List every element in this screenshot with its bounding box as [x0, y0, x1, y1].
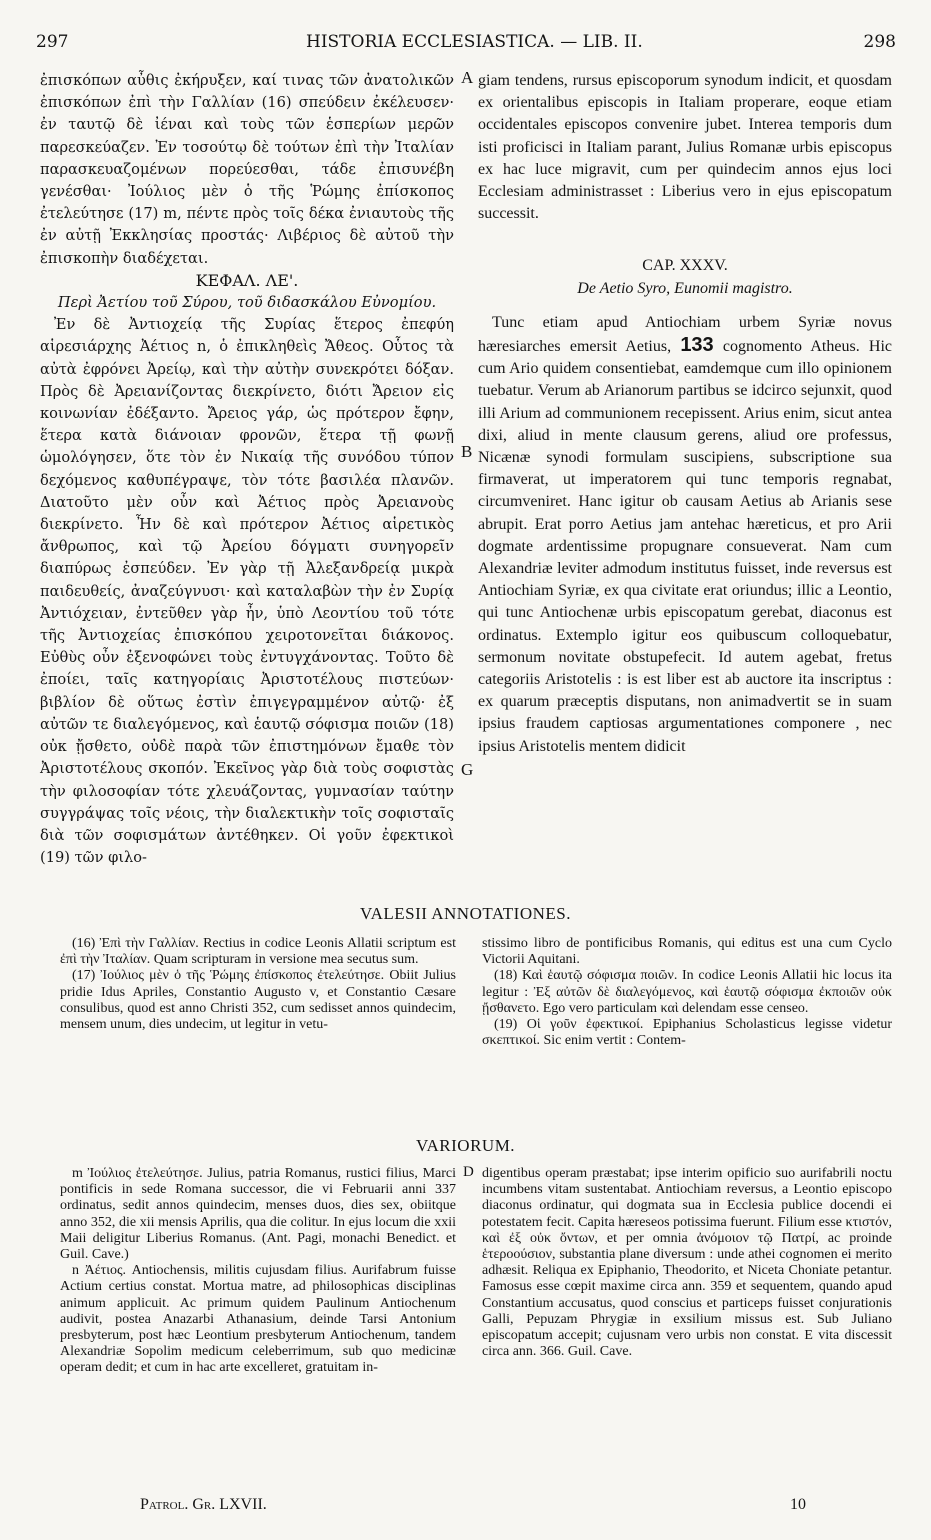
latin-paragraph-1: giam tendens, rursus episcoporum synodum indicit, et quosdam ex orientalibus episcopis in Italiam properare, eoque etiam occidentales episcopos convenire jubet. Interea temporis dum isti proficisci in Italiam parant, Julius Romanæ urbis episcopus ex hac luce migravit, cum per quindecim annos ejus loci Ecclesiam administrasset : Liberius vero in ejus episcopatum successit.: [478, 72, 892, 223]
variorum-note-n-continued: digentibus operam præstabat; ipse interim opificio suo aurifabrili noctu incumbens vitam sustentabat. Antiochiam reversus, a Leontio episcopo diaconus ordinatur, qui dogmata sua in Ecclesia publice docendi ei potestatem fecit. Capita hæreseos potissima fuerunt. Filium esse κτιστόν, καὶ ἐξ οὐκ ὄντων, et per omnia ἀνόμοιον τῷ Πατρί, ac proinde ἑτεροούσιον, substantia plane diversum : unde athei cognomen ei merito adhæsit. Reliqua ex Epiphanio, Theodorito, et Niceta Choniate petantur. Famosus esse cœpit maxime circa ann. 359 et sequentem, quando apud Constantium accusatus, quod conscius et particeps fuisset conjurationis Galli, Pepuzam Phrygiæ in exsilium missus est. Sub Juliano episcopatum accepit; cujusnam vero urbis non constat. E vita discessit circa ann. 366. Guil. Cave.: [482, 1166, 892, 1360]
margin-marker-g: G: [461, 760, 474, 779]
greek-chapter-heading: ΚΕΦΑΛ. ΛΕ'.: [195, 270, 299, 290]
margin-marker-d: D: [463, 1164, 474, 1180]
valesii-note-17-continued: stissimo libro de pontificibus Romanis, qui editus est una cum Cyclo Victorii Aquitani.: [482, 936, 892, 968]
footer-volume: Patrol. Gr. LXVII.: [140, 1496, 267, 1513]
valesii-note-17: (17) Ἰούλιος μὲν ὁ τῆς Ῥώμης ἐπίσκοπος ἐτελεύτησε. Obiit Julius pridie Idus Apriles, Constantio Augusto v, et Constantio Cæsare consulibus, quod est anno Christi 352, cum sedisset annos quindecim, mensem unum, dies undecim, ut legitur in vetu-: [60, 968, 456, 1033]
latin-paragraph-2: [478, 312, 892, 758]
latin-column: [478, 70, 892, 758]
valesii-note-18: (18) Καὶ ἑαυτῷ σόφισμα ποιῶν. In codice Leonis Allatii hic locus ita legitur : Ἐξ αὐτῶν δὲ διαλεγόμενος, καὶ ἑαυτῷ σόφισμα ἐκποιῶν οὐκ ᾔσθανετο. Ego vero particulam καὶ delendam esse censeo.: [482, 968, 892, 1016]
margin-marker-a: A: [461, 68, 474, 87]
right-page-number: 298: [863, 32, 896, 52]
running-title: HISTORIA ECCLESIASTICA. — LIB. II.: [306, 32, 643, 52]
variorum-note-n: n Ἀέτιος. Antiochensis, militis cujusdam filius. Aurifabrum fuisse Actium certius constat. Mortua matre, ad philosophicas disciplinas animum applicuit. Ac primum quidem Paulinum Antiochenum audivit, postea Anazarbi Athanasium, deinde Tarsi Antonium presbyterum, post hæc Leontium presbyterum Antiochenum, tandem Alexandriæ Sopolim medicum celeberrimum, sub quo medicinæ operam dedit; et cum in hac arte excelleret, gratuitam in-: [60, 1263, 456, 1376]
valesii-section-title: VALESII ANNOTATIONES.: [360, 904, 571, 923]
greek-paragraph-2: Ἐν δὲ Ἀντιοχείᾳ τῆς Συρίας ἕτερος ἐπεφύη αἱρεσιάρχης Ἀέτιος n, ὁ ἐπικληθεὶς Ἄθεος. Οὗτος τὰ αὐτὰ ἐφρόνει Ἀρείῳ, καὶ τὴν αὐτὴν συνεκρότει δόξαν. Πρὸς δὲ Ἀρειανίζοντας διεκρίνετο, διότι Ἄρειον εἰς κοινωνίαν ἐδέξαντο. Ἄρειος γάρ, ὡς πρότερον ἔφην, ἕτερα κατὰ διάνοιαν φρονῶν, ἕτερα τῇ φωνῇ ὡμολόγησεν, ὅτε τὸν ἐν Νικαίᾳ τῆς συνόδου τύπον δεχόμενος καθυπέγραψε, τὸν τότε βασιλέα πλανῶν. Διατοῦτο μὲν οὖν καὶ Ἀέτιος πρὸς Ἀρειανοὺς διεκρίνετο. Ἦν δὲ καὶ πρότερον Ἀέτιος αἱρετικὸς ἄνθρωπος, καὶ τῷ Ἀρείου δόγματι συνηγορεῖν διαπύρως ἐσπεύδεν. Ἐν γὰρ τῇ Ἀλεξανδρείᾳ μικρὰ παιδευθείς, ἀναζεύγνυσι· καὶ καταλαβὼν τὴν ἐν Συρίᾳ Ἀντιόχειαν, ἐντεῦθεν γὰρ ἦν, ὑπὸ Λεοντίου τοῦ τότε τῆς Ἀντιοχείας ἐπισκόπου χειροτονεῖται διάκονος. Εὐθὺς οὖν ἐξενοφώνει τοὺς ἐντυγχάνοντας. Τοῦτο δὲ ἐποίει, ταῖς κατηγορίαις Ἀριστοτέλους πιστεύων· βιβλίον δὲ οὕτως ἐστὶν ἐπιγεγραμμένον αὐτῷ· ἐξ αὐτῶν τε διαλεγόμενος, καὶ ἑαυτῷ σόφισμα ποιῶν (18) οὐκ ᾔσθετο, οὐδὲ παρὰ τῶν ἐπιστημόνων ἔμαθε τὸν Ἀριστοτέλους σκοπόν. Ἐκεῖνος γὰρ διὰ τοὺς σοφιστὰς τὴν φιλοσοφίαν τότε χλευάζοντας, γυμνασίαν ταύτην συγγράψας τοῖς νέοις, τὴν διαλεκτικὴν τοῖς σοφισταῖς διὰ τῶν σοφισμάτων ἀντέθηκεν. Οἱ γοῦν ἐφεκτικοὶ (19) τῶν φιλο-: [40, 316, 454, 867]
variorum-note-m: m Ἰούλιος ἐτελεύτησε. Julius, patria Romanus, rustici filius, Marci pontificis in sede Romana successor, die vi Februarii anni 337 ordinatus, sedit annos quindecim, menses duos, dies sex, obiitque anno 352, die xii mensis Aprilis, qua die colitur. In ejus locum die xxii Maii deligitur Liberius Romanus. (Ant. Pagi, monachi Benedict. et Guil. Cave.): [60, 1166, 456, 1263]
footer-signature: 10: [790, 1496, 806, 1513]
variorum-section-title: VARIORUM.: [415, 1136, 516, 1155]
valesii-left-notes: [60, 936, 456, 1033]
valesii-right-notes: [482, 936, 892, 1049]
greek-chapter-title: Περὶ Ἀετίου τοῦ Σύρου, τοῦ διδασκάλου Εὐνομίου.: [57, 294, 437, 312]
valesii-note-19: (19) Οἱ γοῦν ἐφεκτικοί. Epiphanius Scholasticus legisse videtur σκεπτικοί. Sic enim vertit : Contem-: [482, 1017, 892, 1049]
variorum-right-notes: [482, 1166, 892, 1360]
latin-paragraph-2-rest: cognomento Atheus. Hic cum Ario quidem consentiebat, eamdemque cum illo opinionem tuebatur. Verum ab Arianorum partibus se idcirco sejunxit, quod illi Arium ad communionem recepissent. Arius enim, sicut antea dixi, aliud in mente clausum gerens, aliud ore professus, Nicænæ synodi formulam suscipiens, subscriptione sua firmaverat, ut imperatorem qui tunc temporis regnabat, circumveniret. Hanc igitur ob causam Aetius ab Arianis sese abrupit. Erat porro Aetius jam antehac hæreticus, et pro Arii dogmate ardentissime propugnare consueverat. Nam cum Alexandriæ leviter admodum institutus fuisset, inde reversus est Antiochiam Syriæ, ex qua civitate erat oriundus; illic a Leontio, qui tunc Antiochenæ urbis episcopatum gerebat, diaconus est ordinatus. Extemplo igitur eos quibuscum colloquebatur, sermonum novitate obstupefecit. Id autem agebat, fretus categoriis Aristotelis : is est liber est ab auctore ita inscriptus : ex quarum præceptis disputans, non animadvertit se in suam ipsius fraudem captiosas argumentationes componere , nec ipsius Aristotelis mentem didicit: [478, 338, 893, 755]
latin-paragraph-2-start: Tunc etiam apud Antiochiam urbem Syriæ novus hæresiarches emersit Aetius,: [478, 313, 892, 356]
latin-chapter-heading: CAP. XXXV.: [642, 257, 728, 275]
left-page-number: 297: [36, 32, 69, 52]
variorum-left-notes: [60, 1166, 456, 1377]
latin-chapter-title: De Aetio Syro, Eunomii magistro.: [577, 279, 793, 297]
greek-column: [40, 70, 454, 869]
valesii-note-16: (16) Ἐπὶ τὴν Γαλλίαν. Rectius in codice Leonis Allatii scriptum est ἐπὶ τὴν Ἰταλίαν. Quam scripturam in versione mea secutus sum.: [60, 936, 456, 968]
margin-marker-b: B: [461, 442, 473, 461]
greek-paragraph-1: ἐπισκόπων αὖθις ἐκήρυξεν, καί τινας τῶν ἀνατολικῶν ἐπισκόπων ἐπὶ τὴν Γαλλίαν (16) σπεύδειν ἐκέλευσεν· ἐν ταυτῷ δὲ ἰέναι καὶ τοὺς τῶν ἑσπερίων μερῶν παρεσκεύαζεν. Ἐν τοσούτῳ δὲ τούτων ἐπὶ τὴν Ἰταλίαν παρασκευαζομένων πορεύεσθαι, τάδε ἐπισυνέβη γενέσθαι· Ἰούλιος μὲν ὁ τῆς Ῥώμης ἐπίσκοπος ἐτελεύτησε (17) m, πέντε πρὸς τοῖς δέκα ἐνιαυτοὺς τῆς ἐν αὐτῇ Ἐκκλησίας προστάς· Λιβέριος δὲ αὐτοῦ τὴν ἐπισκοπὴν διαδέχεται.: [40, 72, 454, 267]
running-header: [36, 32, 896, 54]
column-number-marker: 133: [680, 334, 714, 357]
